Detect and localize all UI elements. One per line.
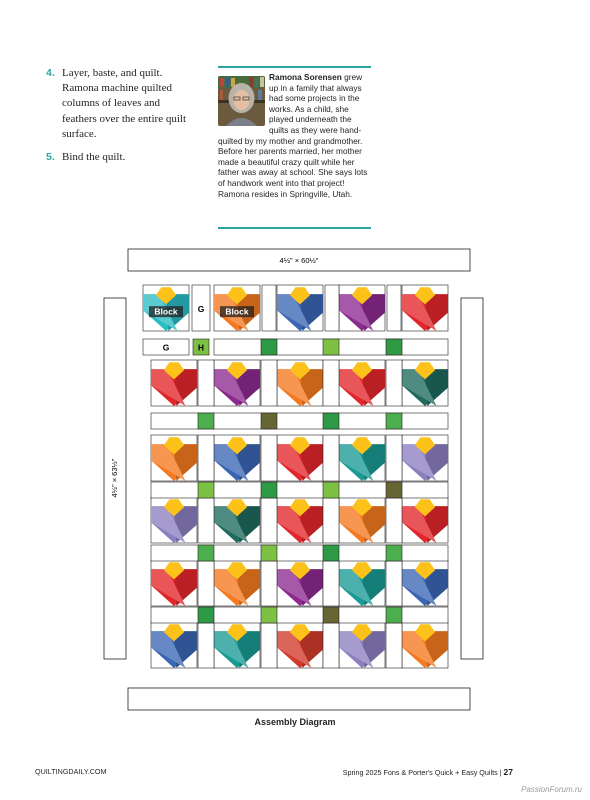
quilt-block	[151, 435, 197, 481]
sashing-strip	[198, 360, 214, 406]
sashing-strip	[198, 497, 214, 543]
sashing-strip	[323, 622, 339, 668]
cornerstone	[261, 413, 277, 429]
cornerstone	[198, 413, 214, 429]
quilt-block	[402, 497, 448, 543]
quilt-block	[277, 285, 323, 331]
quilt-block	[151, 360, 197, 406]
cornerstone	[386, 413, 402, 429]
sashing-strip	[386, 497, 402, 543]
sashing-strip	[323, 435, 339, 481]
sashing-strip	[261, 622, 277, 668]
cornerstone	[386, 339, 402, 355]
cornerstone	[323, 339, 339, 355]
sashing-strip	[386, 560, 402, 606]
cornerstone	[323, 545, 339, 561]
sashing-strip	[261, 360, 277, 406]
quilt-block	[402, 360, 448, 406]
quilt-block	[151, 560, 197, 606]
sashing-row	[151, 607, 448, 623]
footer-website: QUILTINGDAILY.COM	[35, 767, 107, 776]
quilt-block	[214, 622, 260, 668]
quilt-block	[339, 360, 385, 406]
cornerstone	[323, 413, 339, 429]
cornerstone	[386, 545, 402, 561]
sashing-strip	[261, 560, 277, 606]
cornerstone	[261, 339, 277, 355]
sashing-strip	[386, 435, 402, 481]
block-label: Block	[154, 306, 178, 317]
sashing-row	[151, 413, 448, 429]
bottom-border	[128, 688, 470, 710]
cornerstone	[386, 482, 402, 498]
footer-issue-text: Spring 2025 Fons & Porter's Quick + Easy Quilts |	[342, 768, 502, 777]
cornerstone	[261, 607, 277, 623]
quilt-block	[339, 435, 385, 481]
page-number: 27	[503, 767, 513, 777]
sashing-strip	[261, 435, 277, 481]
cornerstone	[261, 545, 277, 561]
quilt-block	[339, 622, 385, 668]
cornerstone	[198, 545, 214, 561]
cornerstone	[386, 607, 402, 623]
quilt-block	[277, 497, 323, 543]
h-label: H	[197, 342, 205, 353]
g-label: G	[197, 304, 205, 314]
quilt-block	[277, 622, 323, 668]
side-border-label: 4½" × 63½"	[110, 458, 119, 498]
step-text: Layer, baste, and quilt. Ramona machine quilted columns of leaves and feathers over the entire quilt surface.	[62, 67, 187, 140]
quilt-block	[339, 560, 385, 606]
quilt-block	[151, 622, 197, 668]
diagram-caption: Assembly Diagram	[254, 717, 336, 727]
sashing-strip	[198, 560, 214, 606]
sashing-strip	[386, 360, 402, 406]
quilt-block	[277, 435, 323, 481]
quilt-block	[214, 435, 260, 481]
watermark: PassionForum.ru	[521, 785, 582, 794]
quilt-block	[339, 497, 385, 543]
cornerstone	[323, 607, 339, 623]
top-border-label: 4½" × 60½"	[279, 256, 319, 265]
sashing-strip	[261, 497, 277, 543]
footer-issue	[343, 767, 513, 777]
quilt-block	[214, 360, 260, 406]
quilt-block	[402, 285, 448, 331]
cornerstone	[261, 482, 277, 498]
sashing-row	[151, 482, 448, 498]
sashing-strip	[386, 622, 402, 668]
right-border	[461, 298, 483, 659]
quilt-block	[402, 435, 448, 481]
sashing-strip	[198, 435, 214, 481]
quilt-center	[142, 285, 448, 670]
step-text: Bind the quilt.	[62, 151, 126, 164]
quilt-block	[214, 497, 260, 543]
bio-body: grew up in a family that always had some projects in the works. As a child, she played underneath the quilts as they were hand-quilted by my mother and grandmother. Before her parents married, her mother made a beautiful crazy quilt while her father was away at school. She says lots of handwork went into that project! Ramona resides in Springville, Utah.	[218, 72, 368, 199]
sashing-strip	[198, 622, 214, 668]
block-label: Block	[225, 306, 249, 317]
quilt-block	[402, 560, 448, 606]
bio-name: Ramona Sorensen	[269, 72, 342, 82]
quilt-block	[277, 360, 323, 406]
g-label: G	[162, 342, 170, 353]
sashing-strip	[387, 285, 401, 331]
quilt-block	[339, 285, 385, 331]
sashing-strip	[323, 497, 339, 543]
quilt-block	[151, 497, 197, 543]
sashing-strip	[325, 285, 339, 331]
quilt-block	[214, 560, 260, 606]
cornerstone	[198, 607, 214, 623]
sashing-strip	[262, 285, 276, 331]
sashing-row	[151, 545, 448, 561]
step-number: 5.	[46, 151, 55, 164]
cornerstone	[323, 482, 339, 498]
sashing-strip	[323, 560, 339, 606]
step-number: 4.	[46, 67, 55, 79]
quilt-block	[277, 560, 323, 606]
quilt-block	[402, 622, 448, 668]
cornerstone	[198, 482, 214, 498]
sashing-strip	[323, 360, 339, 406]
